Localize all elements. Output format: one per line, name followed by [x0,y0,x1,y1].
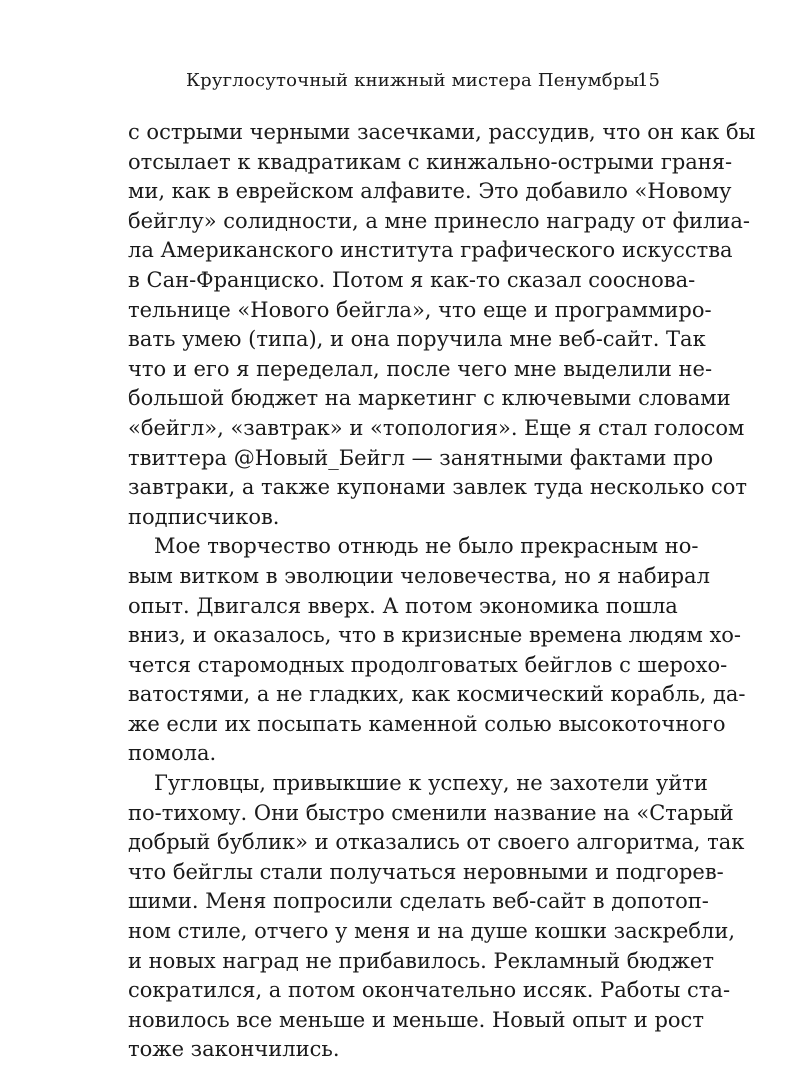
text-line: тоже закончились. [128,1037,340,1062]
text-line: и новых наград не прибавилось. Рекламный бюджет [128,948,714,973]
paragraph [128,118,756,532]
running-title: Круглосуточный книжный мистера Пенумбры [186,70,640,91]
text-line: что и его я переделал, после чего мне выделили не- [128,356,713,381]
text-line: ла Американского института графического искусства [128,238,733,263]
text-line: вым витком в эволюции человечества, но я набирал [128,563,710,588]
text-line: в Сан-Франциско. Потом я как-то сказал сооснова- [128,267,696,292]
paragraph [128,532,746,769]
text-line: вниз, и оказалось, что в кризисные времена людям хо- [128,623,742,648]
paragraph [128,769,745,1065]
body-text [128,118,756,1065]
text-line: что бейглы стали получаться неровными и подгорев- [128,859,724,884]
text-line: тельнице «Нового бейгла», что еще и программиро- [128,297,712,322]
text-line: добрый бублик» и отказались от своего алгоритма, так [128,830,745,855]
text-line: ватостями, а не гладких, как космический корабль, да- [128,682,746,707]
text-line: Мое творчество отнюдь не было прекрасным но- [154,534,699,559]
text-line: ми, как в еврейском алфавите. Это добавило «Новому [128,179,732,204]
text-line: чется старомодных продолговатых бейглов с шерохо- [128,652,728,677]
text-line: шими. Меня попросили сделать веб-сайт в допотоп- [128,889,709,914]
text-line: по-тихому. Они быстро сменили название на «Старый [128,800,734,825]
text-line: бейглу» солидности, а мне принесло награду от филиа- [128,208,751,233]
text-line: помола. [128,741,217,766]
text-line: подписчиков. [128,504,280,529]
text-line: большой бюджет на маркетинг с ключевыми словами [128,386,731,411]
text-line: твиттера @Новый_Бейгл — занятными фактами про [128,445,714,470]
text-line: же если их посыпать каменной солью высокоточного [128,711,726,736]
text-line: завтраки, а также купонами завлек туда несколько сот [128,475,748,500]
text-line: ном стиле, отчего у меня и на душе кошки заскребли, [128,919,736,944]
text-line: «бейгл», «завтрак» и «топология». Еще я стал голосом [128,415,745,440]
text-line: отсылает к квадратикам с кинжально-острыми граня- [128,149,733,174]
text-line: сократился, а потом окончательно иссяк. Работы ста- [128,978,731,1003]
text-line: опыт. Двигался вверх. А потом экономика пошла [128,593,678,618]
text-line: новилось все меньше и меньше. Новый опыт и рост [128,1007,704,1032]
text-line: вать умею (типа), и она поручила мне веб-сайт. Так [128,327,706,352]
page-number: 15 [637,70,660,91]
text-line: с острыми черными засечками, рассудив, что он как бы [128,120,756,144]
running-head [128,70,660,100]
text-line: Гугловцы, привыкшие к успеху, не захотели уйти [154,771,708,796]
